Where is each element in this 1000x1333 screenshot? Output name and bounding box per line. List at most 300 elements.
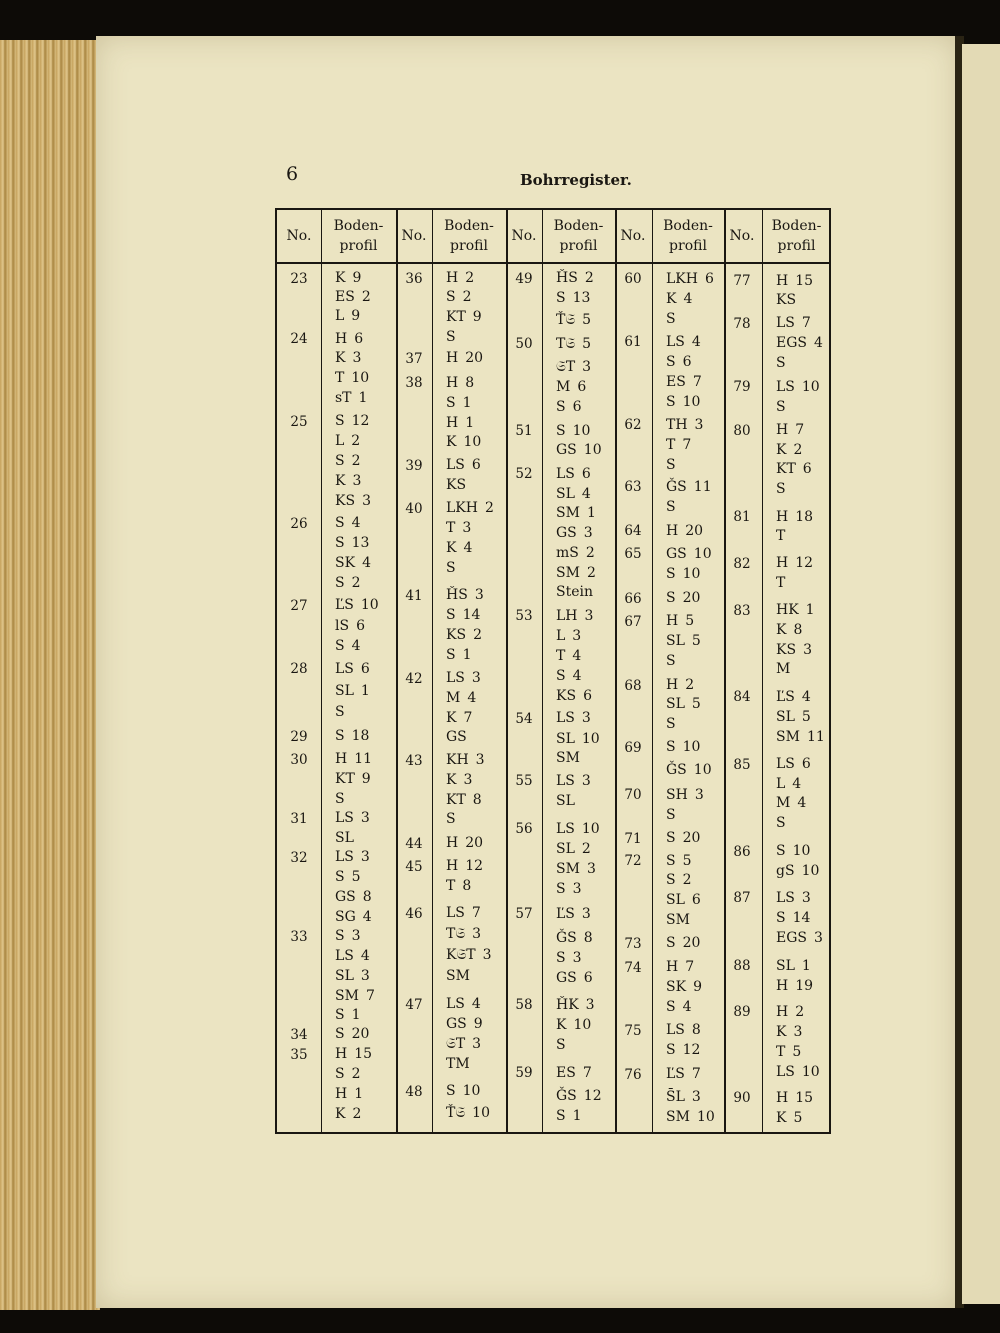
layer-depth: 18 xyxy=(351,728,370,744)
profile-layer xyxy=(335,390,367,406)
boring-number: 45 xyxy=(405,859,423,875)
header-no-label: No. xyxy=(401,228,427,244)
soil-symbol: S xyxy=(666,653,676,669)
soil-symbol: H xyxy=(776,1090,789,1106)
layer-depth: 2 xyxy=(351,575,361,591)
header-no xyxy=(506,210,542,262)
profile-layer xyxy=(666,417,703,433)
layer-depth: 3 xyxy=(803,642,812,658)
boring-number: 87 xyxy=(733,890,751,906)
layer-depth: 20 xyxy=(465,835,484,851)
profile-layer xyxy=(556,1037,566,1053)
profile-layer xyxy=(666,935,700,951)
profile-layer xyxy=(446,905,481,921)
layer-depth: 20 xyxy=(685,523,704,539)
soil-symbol: LS xyxy=(666,1022,685,1038)
profile-layer xyxy=(776,642,812,658)
profile-layer xyxy=(335,1066,361,1082)
soil-symbol: SL xyxy=(556,841,575,857)
profile-layer xyxy=(446,457,481,473)
header-profile-label: Boden- profil xyxy=(333,218,384,254)
layer-depth: 6 xyxy=(581,466,591,482)
soil-symbol: H xyxy=(776,509,789,525)
layer-depth: 6 xyxy=(471,457,481,473)
soil-symbol: M xyxy=(556,379,571,395)
profile-layer xyxy=(335,638,361,654)
profile-layer xyxy=(556,930,593,946)
soil-symbol: S xyxy=(666,853,676,869)
soil-symbol: S xyxy=(335,704,345,720)
profile-layer xyxy=(666,633,701,649)
soil-symbol: LS xyxy=(776,756,795,772)
profile-layer xyxy=(556,525,593,541)
profile-layer xyxy=(776,379,820,395)
soil-symbol: S xyxy=(556,881,566,897)
layer-depth: 3 xyxy=(474,587,484,603)
layer-depth: 2 xyxy=(682,872,692,888)
soil-symbol: S xyxy=(335,928,345,944)
profile-layer xyxy=(446,309,482,325)
profile-layer xyxy=(446,996,481,1012)
soil-symbol: S xyxy=(446,811,456,827)
boring-number: 24 xyxy=(290,331,308,347)
soil-symbol: ǦS xyxy=(556,930,577,946)
layer-depth: 6 xyxy=(354,331,364,347)
profile-layer xyxy=(666,457,676,473)
profile-layer xyxy=(446,835,483,851)
layer-depth: 11 xyxy=(354,751,373,767)
profile-layer xyxy=(556,545,595,561)
soil-symbol: S xyxy=(666,872,676,888)
soil-symbol: EGS xyxy=(776,930,807,946)
soil-symbol: LS xyxy=(556,710,575,726)
soil-symbol: KS xyxy=(446,477,467,493)
profile-layer xyxy=(776,930,823,946)
profile-layer xyxy=(776,1004,804,1020)
soil-symbol: LS xyxy=(335,849,354,865)
profile-layer xyxy=(556,750,580,766)
profile-layer xyxy=(776,890,811,906)
layer-depth: 1 xyxy=(801,958,811,974)
layer-depth: 12 xyxy=(351,413,370,429)
profile-layer xyxy=(666,853,692,869)
profile-layer xyxy=(666,1022,701,1038)
profile-layer xyxy=(446,792,482,808)
profile-layer xyxy=(335,1086,363,1102)
soil-symbol: SM xyxy=(666,1109,690,1125)
profile-layer xyxy=(556,731,600,747)
soil-symbol: EGS xyxy=(776,335,807,351)
layer-depth: 8 xyxy=(583,930,593,946)
boring-number: 63 xyxy=(624,479,642,495)
soil-symbol: SM xyxy=(335,988,359,1004)
boring-number: 55 xyxy=(515,773,533,789)
profile-layer xyxy=(446,1016,483,1032)
soil-symbol: K xyxy=(446,434,457,450)
soil-symbol: S xyxy=(776,355,786,371)
soil-symbol: L xyxy=(335,433,345,449)
soil-symbol: K xyxy=(776,622,787,638)
layer-depth: 10 xyxy=(573,1017,592,1033)
layer-depth: 5 xyxy=(682,853,692,869)
profile-layer xyxy=(666,696,701,712)
profile-layer xyxy=(446,350,483,366)
profile-layer xyxy=(666,437,691,453)
layer-depth: 4 xyxy=(581,486,591,502)
running-head: Bohrregister. xyxy=(520,171,632,189)
soil-symbol: T xyxy=(776,1044,786,1060)
profile-layer xyxy=(556,1108,582,1124)
layer-depth: 10 xyxy=(351,370,370,386)
column-rule xyxy=(762,210,763,1132)
layer-depth: 8 xyxy=(793,622,803,638)
layer-depth: 10 xyxy=(696,1109,715,1125)
soil-symbol: L xyxy=(556,628,566,644)
layer-depth: 3 xyxy=(583,525,593,541)
layer-depth: 14 xyxy=(462,607,481,623)
soil-symbol: SL xyxy=(666,696,685,712)
boring-number: 47 xyxy=(405,997,423,1013)
soil-symbol: K xyxy=(335,270,346,286)
profile-layer xyxy=(446,477,466,493)
layer-depth: 10 xyxy=(583,442,602,458)
profile-layer xyxy=(335,948,370,964)
profile-layer xyxy=(776,910,810,926)
soil-symbol: LS xyxy=(446,905,465,921)
boring-number: 35 xyxy=(290,1047,308,1063)
profile-layer xyxy=(556,773,591,789)
profile-layer xyxy=(446,1056,470,1072)
layer-depth: 7 xyxy=(795,422,805,438)
profile-layer xyxy=(556,442,602,458)
soil-symbol: LS xyxy=(556,466,575,482)
profile-layer xyxy=(446,520,471,536)
boring-number: 41 xyxy=(405,588,423,604)
boring-number: 33 xyxy=(290,929,308,945)
layer-depth: 9 xyxy=(351,308,361,324)
layer-depth: 4 xyxy=(797,795,807,811)
layer-depth: 3 xyxy=(694,417,704,433)
soil-symbol: KS xyxy=(556,688,577,704)
layer-depth: 4 xyxy=(351,515,361,531)
profile-layer xyxy=(666,1109,715,1125)
profile-layer xyxy=(776,575,785,591)
profile-layer xyxy=(776,1044,801,1060)
soil-symbol: S xyxy=(446,329,456,345)
soil-symbol: mS xyxy=(556,545,579,561)
layer-depth: 5 xyxy=(685,613,695,629)
soil-symbol: S̄L xyxy=(666,1089,685,1105)
layer-depth: 2 xyxy=(685,677,695,693)
header-profile xyxy=(652,210,724,262)
profile-layer xyxy=(335,413,369,429)
soil-symbol: L xyxy=(776,776,786,792)
boring-number: 68 xyxy=(624,678,642,694)
profile-layer xyxy=(556,861,596,877)
soil-symbol: LS xyxy=(666,334,685,350)
profile-layer xyxy=(666,590,700,606)
soil-symbol: S xyxy=(776,910,786,926)
soil-symbol: S xyxy=(666,807,676,823)
layer-depth: 5 xyxy=(582,312,592,328)
header-profile-label: Boden- profil xyxy=(553,218,604,254)
layer-depth: 20 xyxy=(682,830,701,846)
profile-layer xyxy=(335,751,372,767)
soil-symbol: S xyxy=(556,950,566,966)
profile-layer xyxy=(556,466,591,482)
profile-layer xyxy=(666,830,700,846)
layer-depth: 18 xyxy=(795,509,814,525)
layer-depth: 6 xyxy=(682,354,692,370)
soil-symbol: S xyxy=(446,607,456,623)
boring-number: 78 xyxy=(733,316,751,332)
soil-symbol: T xyxy=(776,575,786,591)
soil-symbol: LS xyxy=(776,379,795,395)
soil-symbol: TM xyxy=(446,1056,470,1072)
boring-number: 43 xyxy=(405,753,423,769)
soil-symbol: L xyxy=(335,308,345,324)
soil-symbol: LS xyxy=(776,1064,795,1080)
profile-layer xyxy=(666,1042,700,1058)
profile-layer xyxy=(776,1064,820,1080)
layer-depth: 3 xyxy=(572,628,582,644)
profile-layer xyxy=(556,970,593,986)
header-profile xyxy=(542,210,615,262)
layer-depth: 10 xyxy=(472,1105,490,1121)
boring-number: 48 xyxy=(405,1084,423,1100)
soil-symbol: S xyxy=(556,290,566,306)
profile-layer xyxy=(446,1036,481,1052)
profile-layer xyxy=(556,906,591,922)
soil-symbol: SM xyxy=(556,565,580,581)
profile-layer xyxy=(776,795,806,811)
group-rule xyxy=(724,210,726,1132)
boring-number: 53 xyxy=(515,608,533,624)
layer-depth: 4 xyxy=(814,335,823,351)
soil-symbol: T xyxy=(446,520,456,536)
layer-depth: 4 xyxy=(792,776,802,792)
profile-layer xyxy=(446,710,472,726)
facing-page-edge xyxy=(962,44,1000,1304)
profile-layer xyxy=(776,481,786,497)
soil-symbol: 𝔖T xyxy=(556,359,576,375)
layer-depth: 2 xyxy=(586,565,596,581)
soil-symbol: K xyxy=(446,710,457,726)
soil-symbol: LS xyxy=(446,996,465,1012)
layer-depth: 2 xyxy=(351,433,361,449)
layer-depth: 2 xyxy=(361,289,371,305)
profile-layer xyxy=(446,329,456,345)
soil-symbol: SK xyxy=(335,555,356,571)
profile-layer xyxy=(776,292,796,308)
boring-number: 56 xyxy=(515,821,533,837)
soil-symbol: SM xyxy=(776,729,800,745)
profile-layer xyxy=(446,415,474,431)
profile-layer xyxy=(335,791,345,807)
boring-number: 73 xyxy=(624,936,642,952)
profile-layer xyxy=(556,793,575,809)
profile-layer xyxy=(335,968,370,984)
layer-depth: 3 xyxy=(585,997,595,1013)
layer-depth: 5 xyxy=(801,709,811,725)
layer-depth: 3 xyxy=(360,849,370,865)
profile-layer xyxy=(335,270,361,286)
layer-depth: 1 xyxy=(360,683,370,699)
profile-layer xyxy=(446,434,481,450)
soil-symbol: S xyxy=(666,354,676,370)
profile-layer xyxy=(335,597,379,613)
layer-depth: 6 xyxy=(360,661,370,677)
profile-layer xyxy=(335,370,369,386)
profile-layer xyxy=(446,395,472,411)
soil-symbol: S xyxy=(446,647,456,663)
profile-layer xyxy=(666,354,692,370)
soil-symbol: SL xyxy=(335,968,354,984)
header-profile xyxy=(762,210,831,262)
soil-symbol: H xyxy=(666,613,679,629)
layer-depth: 12 xyxy=(465,858,484,874)
header-no-label: No. xyxy=(511,228,537,244)
layer-depth: 2 xyxy=(462,289,472,305)
soil-symbol: K xyxy=(776,1024,787,1040)
profile-layer xyxy=(776,729,825,745)
layer-depth: 3 xyxy=(360,810,370,826)
soil-symbol: ȞS xyxy=(446,587,468,603)
layer-depth: 3 xyxy=(581,710,591,726)
profile-layer xyxy=(666,999,692,1015)
profile-layer xyxy=(335,433,360,449)
soil-symbol: S xyxy=(666,311,676,327)
layer-depth: 15 xyxy=(795,273,814,289)
layer-depth: 8 xyxy=(465,375,475,391)
header-no xyxy=(724,210,760,262)
profile-layer xyxy=(776,815,786,831)
header-no-label: No. xyxy=(286,228,312,244)
layer-depth: 8 xyxy=(362,889,372,905)
layer-depth: 20 xyxy=(682,590,701,606)
layer-depth: 4 xyxy=(351,638,361,654)
profile-layer xyxy=(335,1007,361,1023)
soil-symbol: H xyxy=(446,375,459,391)
boring-number: 31 xyxy=(290,811,308,827)
profile-layer xyxy=(335,308,360,324)
boring-number: 65 xyxy=(624,546,642,562)
soil-symbol: SL xyxy=(335,683,354,699)
soil-symbol: SM xyxy=(556,750,580,766)
soil-symbol: S xyxy=(446,289,456,305)
profile-layer xyxy=(556,950,582,966)
profile-layer xyxy=(556,668,582,684)
layer-depth: 7 xyxy=(582,1065,592,1081)
soil-symbol: S xyxy=(556,668,566,684)
header-profile-label: Boden- profil xyxy=(663,218,713,254)
header-no xyxy=(277,210,321,262)
soil-symbol: SL xyxy=(776,958,795,974)
boring-number: 70 xyxy=(624,787,642,803)
boring-number: 72 xyxy=(624,853,642,869)
header-profile-label: Boden- profil xyxy=(771,218,822,254)
layer-depth: 3 xyxy=(793,1024,803,1040)
profile-layer xyxy=(666,653,676,669)
header-profile xyxy=(321,210,396,262)
profile-layer xyxy=(335,535,369,551)
boring-number: 71 xyxy=(624,831,642,847)
layer-depth: 20 xyxy=(465,350,484,366)
column-rule xyxy=(542,210,543,1132)
profile-layer xyxy=(446,947,492,963)
layer-depth: 6 xyxy=(577,379,587,395)
soil-symbol: GS xyxy=(335,889,356,905)
layer-depth: 2 xyxy=(351,453,361,469)
layer-depth: 15 xyxy=(795,1090,814,1106)
soil-symbol: GS xyxy=(556,970,577,986)
profile-layer xyxy=(556,628,581,644)
soil-symbol: LS xyxy=(776,890,795,906)
layer-depth: 7 xyxy=(801,315,811,331)
layer-depth: 4 xyxy=(362,909,372,925)
layer-depth: 1 xyxy=(805,602,815,618)
layer-depth: 2 xyxy=(585,545,595,561)
soil-symbol: ĽS xyxy=(556,906,575,922)
soil-symbol: S xyxy=(335,638,345,654)
profile-layer xyxy=(776,442,802,458)
layer-depth: 2 xyxy=(352,1106,362,1122)
layer-depth: 10 xyxy=(693,546,712,562)
soil-symbol: S xyxy=(335,535,345,551)
profile-layer xyxy=(666,479,712,495)
layer-depth: 1 xyxy=(572,1108,582,1124)
soil-symbol: S xyxy=(446,560,456,576)
layer-depth: 10 xyxy=(693,762,712,778)
profile-layer xyxy=(776,1024,802,1040)
boring-number: 59 xyxy=(515,1065,533,1081)
layer-depth: 3 xyxy=(582,359,592,375)
soil-symbol: SL xyxy=(556,793,575,809)
soil-symbol: S xyxy=(666,999,676,1015)
profile-layer xyxy=(666,546,712,562)
soil-symbol: ES xyxy=(666,374,686,390)
soil-symbol: ȞS xyxy=(556,270,578,286)
layer-depth: 10 xyxy=(572,423,591,439)
layer-depth: 3 xyxy=(462,520,472,536)
profile-layer xyxy=(335,810,370,826)
boring-number: 54 xyxy=(515,711,533,727)
soil-symbol: LS xyxy=(776,315,795,331)
layer-depth: 3 xyxy=(360,968,370,984)
layer-depth: 7 xyxy=(682,437,692,453)
profile-layer xyxy=(556,881,582,897)
soil-symbol: H xyxy=(776,1004,789,1020)
profile-layer xyxy=(776,622,802,638)
boring-number: 89 xyxy=(733,1004,751,1020)
profile-layer xyxy=(776,843,810,859)
boring-number: 39 xyxy=(405,458,423,474)
profile-layer xyxy=(666,271,714,287)
soil-symbol: ES xyxy=(335,289,355,305)
layer-depth: 3 xyxy=(471,670,481,686)
soil-symbol: S xyxy=(666,716,676,732)
layer-depth: 3 xyxy=(463,772,473,788)
soil-symbol: T xyxy=(666,437,676,453)
layer-depth: 10 xyxy=(682,566,701,582)
soil-symbol: KT xyxy=(446,309,466,325)
profile-layer xyxy=(335,683,370,699)
profile-layer xyxy=(666,979,702,995)
layer-depth: 9 xyxy=(473,1016,483,1032)
layer-depth: 4 xyxy=(801,689,811,705)
soil-symbol: H xyxy=(335,751,348,767)
soil-symbol: H xyxy=(776,422,789,438)
